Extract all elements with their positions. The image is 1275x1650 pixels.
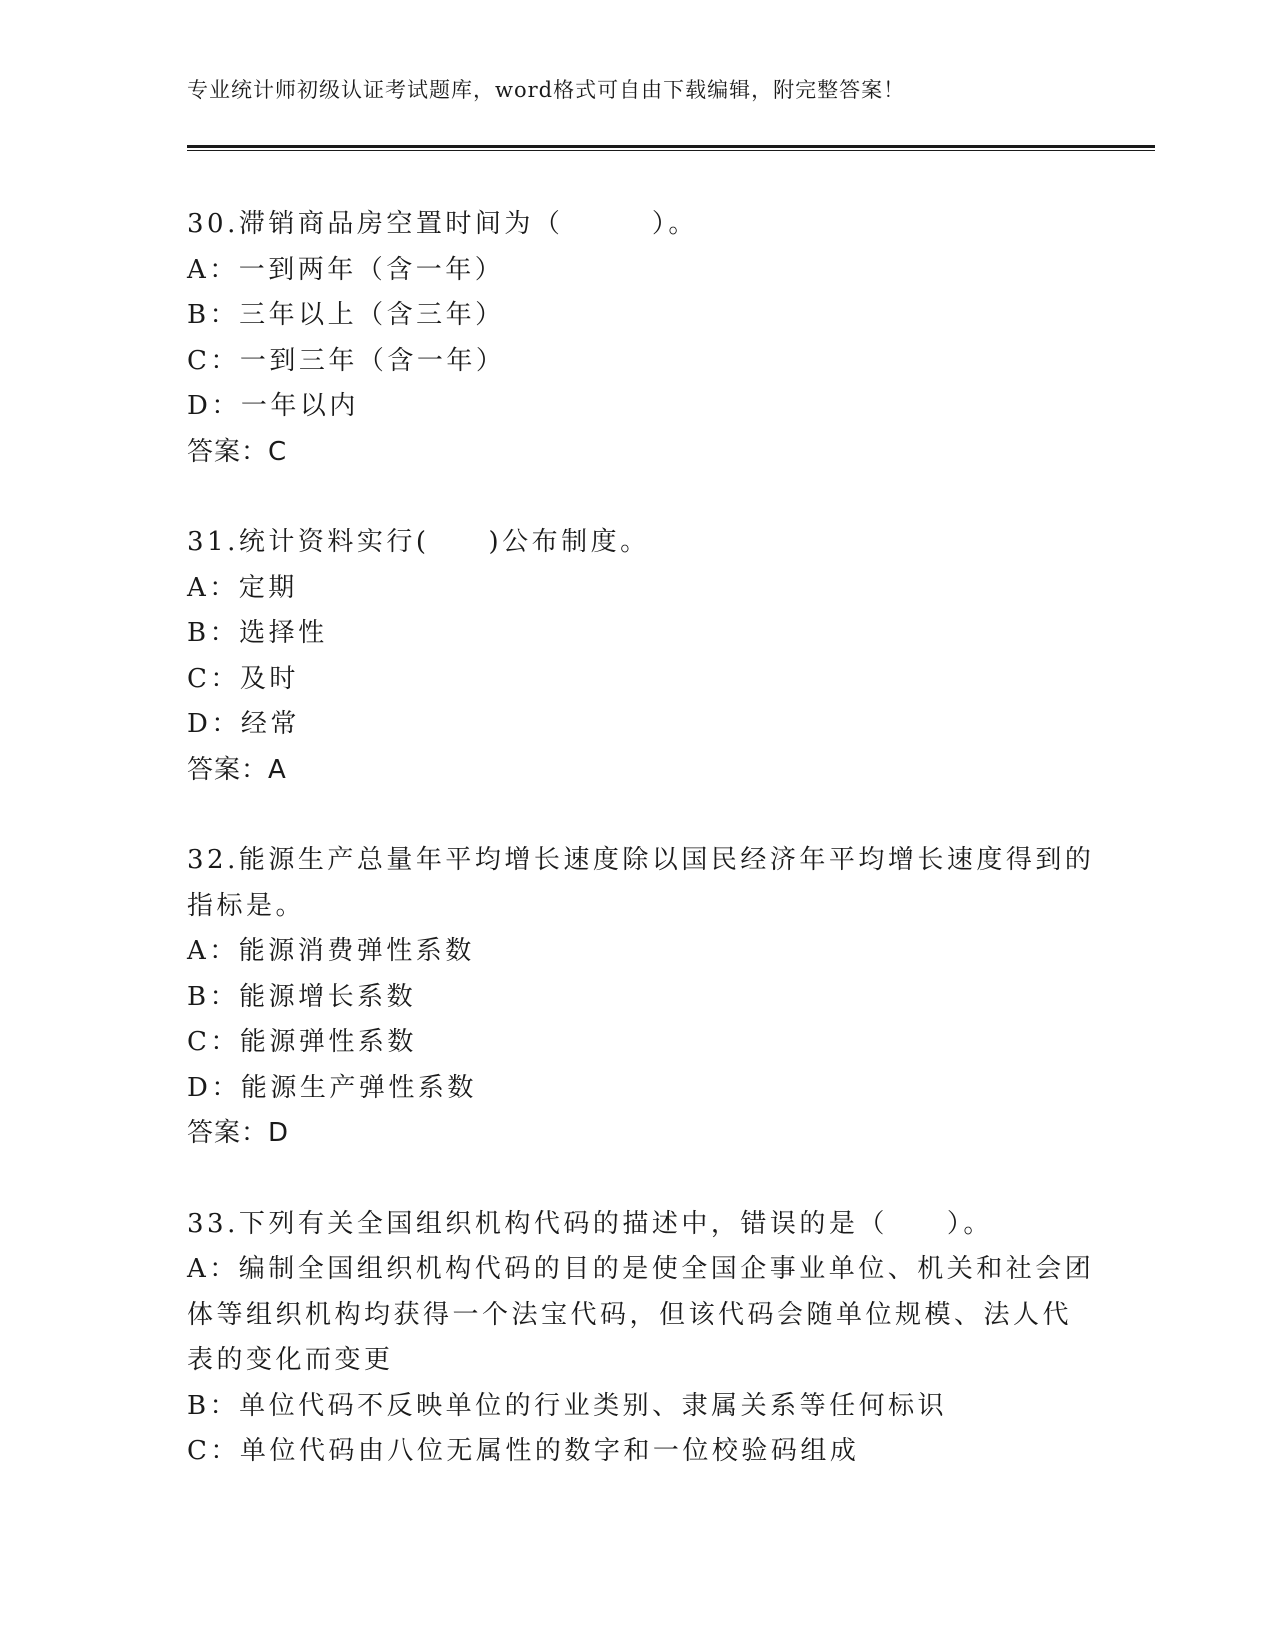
question-stem: 30.滞销商品房空置时间为（ ）。 xyxy=(187,209,698,239)
option-a-line-2: 体等组织机构均获得一个法宝代码，但该代码会随单位规模、法人代 xyxy=(187,1299,1073,1330)
option-b: B：单位代码不反映单位的行业类别、隶属关系等任何标识 xyxy=(187,1390,948,1421)
question-31 xyxy=(187,520,1087,793)
header-divider-thin xyxy=(187,150,1155,151)
page-header-text: 专业统计师初级认证考试题库，word格式可自由下载编辑，附完整答案！ xyxy=(187,78,906,102)
option-c: C：单位代码由八位无属性的数字和一位校验码组成 xyxy=(187,1436,860,1466)
option-a-line-1: A：编制全国组织机构代码的目的是使全国企事业单位、机关和社会团 xyxy=(187,1254,1095,1284)
option-b: B：三年以上（含三年） xyxy=(187,300,505,330)
answer-label: 答案：C xyxy=(187,436,288,467)
question-stem-line-2: 指标是。 xyxy=(187,890,306,921)
question-30 xyxy=(187,202,1087,475)
option-c: C：及时 xyxy=(187,663,299,694)
question-list xyxy=(187,202,1095,1520)
option-c: C：能源弹性系数 xyxy=(187,1027,417,1057)
option-d: D：能源生产弹性系数 xyxy=(187,1072,477,1103)
option-b: B：能源增长系数 xyxy=(187,981,417,1012)
answer-label: 答案：A xyxy=(187,754,287,785)
question-stem-line-1: 32.能源生产总量年平均增长速度除以国民经济年平均增长速度得到的 xyxy=(187,845,1095,875)
option-d: D：一年以内 xyxy=(187,391,359,421)
option-c: C：一到三年（含一年） xyxy=(187,345,506,376)
question-33 xyxy=(187,1202,1095,1475)
option-a-line-3: 表的变化而变更 xyxy=(187,1345,394,1375)
option-a: A：能源消费弹性系数 xyxy=(187,936,475,966)
option-b: B：选择性 xyxy=(187,618,328,648)
option-a: A：一到两年（含一年） xyxy=(187,254,505,285)
question-stem: 33.下列有关全国组织机构代码的描述中，错误的是（ ）。 xyxy=(187,1208,993,1239)
option-a: A：定期 xyxy=(187,572,298,603)
question-stem: 31.统计资料实行( )公布制度。 xyxy=(187,527,650,557)
option-d: D：经常 xyxy=(187,709,300,739)
answer-label: 答案：D xyxy=(187,1118,290,1148)
header-divider-thick xyxy=(187,145,1155,148)
question-32 xyxy=(187,838,1095,1157)
